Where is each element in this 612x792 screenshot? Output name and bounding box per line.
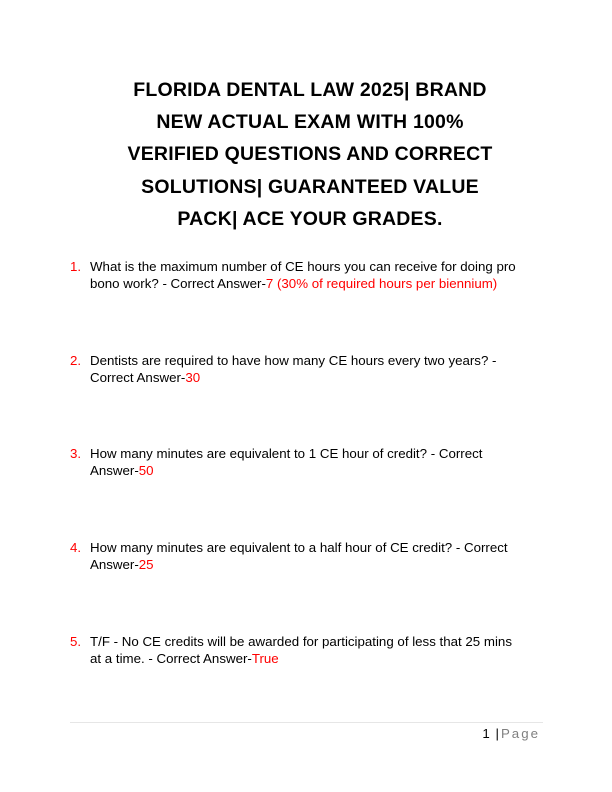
question-number: 4.	[70, 540, 82, 555]
question-item	[70, 352, 550, 386]
question-number: 1.	[70, 259, 82, 274]
question-text: T/F - No CE credits will be awarded for participating of less that 25 mins	[90, 634, 512, 649]
page-footer	[482, 726, 540, 741]
title-line: PACK| ACE YOUR GRADES.	[177, 207, 443, 230]
title-line: FLORIDA DENTAL LAW 2025| BRAND	[133, 79, 487, 101]
question-item	[70, 445, 550, 479]
question-number: 3.	[70, 446, 82, 461]
question-item	[70, 539, 550, 573]
answer-value: 30	[185, 370, 201, 385]
title-line: VERIFIED QUESTIONS AND CORRECT	[127, 143, 493, 166]
answer-value: True	[251, 651, 279, 666]
page-label: Page	[500, 726, 540, 741]
answer-label: Correct Answer-	[90, 370, 186, 385]
question-item	[70, 258, 550, 292]
question-number: 5.	[70, 634, 82, 649]
answer-label: bono work? - Correct Answer-	[90, 276, 266, 291]
footer-divider	[70, 722, 543, 723]
title-line: SOLUTIONS| GUARANTEED VALUE	[141, 175, 479, 198]
page-number: 1	[482, 726, 490, 741]
title-line: NEW ACTUAL EXAM WITH 100%	[156, 111, 464, 134]
question-text: Dentists are required to have how many CE hours every two years? -	[90, 353, 497, 368]
question-item	[70, 633, 550, 667]
answer-label: Answer-	[90, 463, 139, 478]
document-title	[96, 74, 524, 235]
question-number: 2.	[70, 353, 82, 368]
answer-value: 50	[138, 463, 154, 478]
question-text: What is the maximum number of CE hours you can receive for doing pro	[90, 259, 516, 274]
question-text: How many minutes are equivalent to a half hour of CE credit? - Correct	[90, 540, 508, 555]
answer-value: 7 (30% of required hours per biennium)	[265, 276, 498, 291]
footer-separator: |	[495, 726, 501, 741]
question-text: How many minutes are equivalent to 1 CE hour of credit? - Correct	[90, 446, 483, 461]
answer-label: Answer-	[90, 557, 139, 572]
answer-label: at a time. - Correct Answer-	[90, 651, 252, 666]
answer-value: 25	[138, 557, 154, 572]
